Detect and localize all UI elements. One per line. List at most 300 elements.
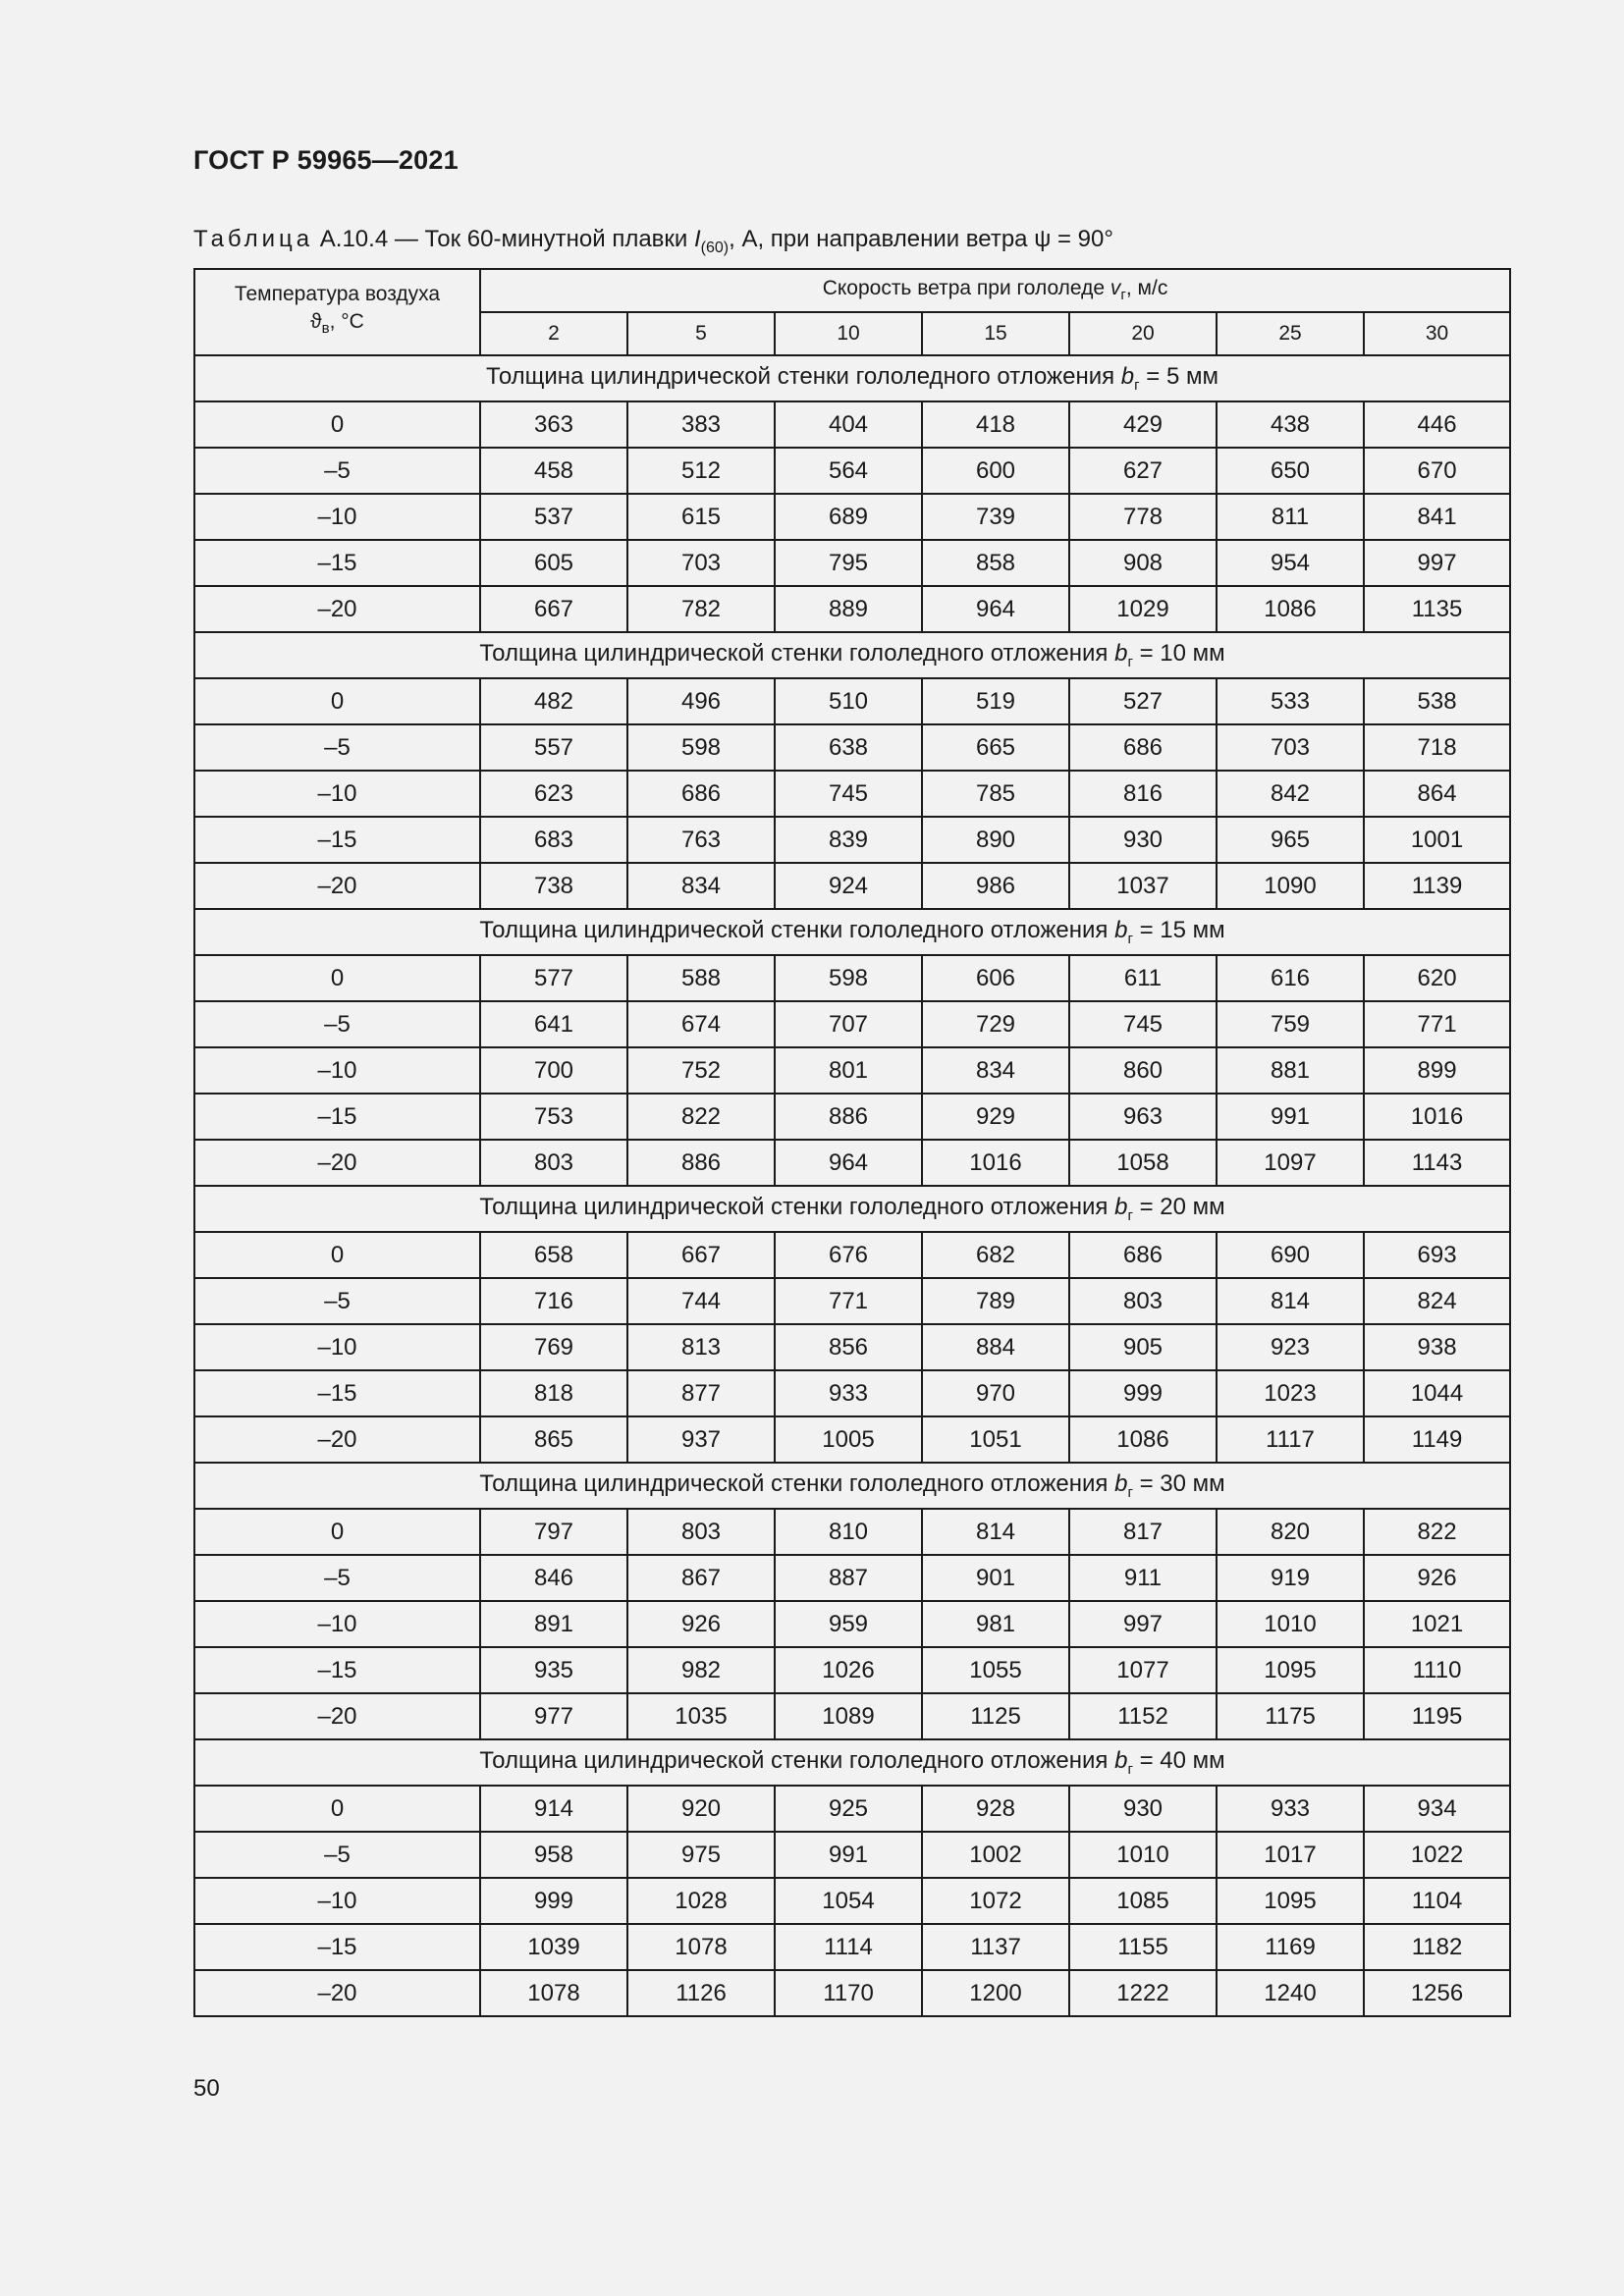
current-value-cell: 771	[1364, 1001, 1510, 1047]
current-value-cell: 908	[1069, 540, 1217, 586]
current-value-cell: 846	[480, 1555, 627, 1601]
temperature-cell: –15	[194, 1370, 480, 1416]
current-value-cell: 970	[922, 1370, 1069, 1416]
temperature-cell: –10	[194, 494, 480, 540]
current-value-cell: 1089	[775, 1693, 922, 1739]
current-value-cell: 803	[1069, 1278, 1217, 1324]
current-table	[193, 268, 1511, 2017]
current-value-cell: 605	[480, 540, 627, 586]
current-value-cell: 1137	[922, 1924, 1069, 1970]
current-value-cell: 1240	[1217, 1970, 1364, 2016]
current-value-cell: 429	[1069, 401, 1217, 448]
section-title-prefix: Толщина цилиндрической стенки гололедного отложения	[479, 640, 1115, 667]
current-value-cell: 538	[1364, 678, 1510, 724]
section-row	[194, 1739, 1510, 1786]
section-title	[194, 1186, 1510, 1232]
current-value-cell: 1072	[922, 1878, 1069, 1924]
current-value-cell: 930	[1069, 1786, 1217, 1832]
current-value-cell: 1256	[1364, 1970, 1510, 2016]
current-value-cell: 1005	[775, 1416, 922, 1463]
table-row	[194, 540, 1510, 586]
current-value-cell: 527	[1069, 678, 1217, 724]
current-value-cell: 817	[1069, 1509, 1217, 1555]
table-row	[194, 1232, 1510, 1278]
table-row	[194, 448, 1510, 494]
caption-symbol: I	[694, 226, 701, 252]
current-value-cell: 537	[480, 494, 627, 540]
section-title-prefix: Толщина цилиндрической стенки гололедного отложения	[479, 917, 1115, 944]
current-value-cell: 933	[1217, 1786, 1364, 1832]
current-value-cell: 981	[922, 1601, 1069, 1647]
current-value-cell: 1017	[1217, 1832, 1364, 1878]
section-title-suffix: = 40 мм	[1132, 1747, 1225, 1775]
current-value-cell: 738	[480, 863, 627, 909]
current-value-cell: 797	[480, 1509, 627, 1555]
current-value-cell: 991	[775, 1832, 922, 1878]
current-value-cell: 667	[480, 586, 627, 632]
current-value-cell: 496	[627, 678, 775, 724]
table-row	[194, 1601, 1510, 1647]
current-value-cell: 577	[480, 955, 627, 1001]
current-value-cell: 729	[922, 1001, 1069, 1047]
table-row	[194, 494, 1510, 540]
current-value-cell: 1175	[1217, 1693, 1364, 1739]
current-value-cell: 611	[1069, 955, 1217, 1001]
current-value-cell: 1026	[775, 1647, 922, 1693]
wind-speed-subscript: г	[1120, 287, 1126, 304]
speed-header-cell: 25	[1217, 312, 1364, 355]
current-value-cell: 753	[480, 1094, 627, 1140]
table-body	[194, 355, 1510, 2016]
section-subscript: г	[1127, 1483, 1133, 1501]
temperature-cell: –5	[194, 724, 480, 771]
section-symbol: b	[1114, 640, 1128, 667]
current-value-cell: 965	[1217, 817, 1364, 863]
current-value-cell: 1097	[1217, 1140, 1364, 1186]
current-value-cell: 842	[1217, 771, 1364, 817]
current-value-cell: 1044	[1364, 1370, 1510, 1416]
current-value-cell: 905	[1069, 1324, 1217, 1370]
temperature-cell: 0	[194, 1786, 480, 1832]
current-value-cell: 418	[922, 401, 1069, 448]
section-symbol: b	[1120, 363, 1135, 391]
current-value-cell: 811	[1217, 494, 1364, 540]
current-value-cell: 822	[1364, 1509, 1510, 1555]
section-subscript: г	[1127, 1206, 1133, 1224]
current-value-cell: 930	[1069, 817, 1217, 863]
section-row	[194, 1186, 1510, 1232]
current-value-cell: 887	[775, 1555, 922, 1601]
current-value-cell: 1010	[1217, 1601, 1364, 1647]
section-symbol: b	[1114, 1194, 1128, 1221]
current-value-cell: 891	[480, 1601, 627, 1647]
temperature-cell: –5	[194, 1001, 480, 1047]
temperature-symbol: ϑ	[310, 310, 322, 334]
table-row	[194, 1924, 1510, 1970]
current-value-cell: 615	[627, 494, 775, 540]
table-row	[194, 1370, 1510, 1416]
current-value-cell: 1016	[922, 1140, 1069, 1186]
current-value-cell: 641	[480, 1001, 627, 1047]
current-value-cell: 958	[480, 1832, 627, 1878]
temperature-cell: –10	[194, 1878, 480, 1924]
current-value-cell: 1037	[1069, 863, 1217, 909]
current-value-cell: 771	[775, 1278, 922, 1324]
current-value-cell: 404	[775, 401, 922, 448]
table-row	[194, 1693, 1510, 1739]
current-value-cell: 818	[480, 1370, 627, 1416]
current-value-cell: 824	[1364, 1278, 1510, 1324]
current-value-cell: 703	[627, 540, 775, 586]
current-value-cell: 519	[922, 678, 1069, 724]
current-value-cell: 865	[480, 1416, 627, 1463]
current-value-cell: 977	[480, 1693, 627, 1739]
current-value-cell: 1143	[1364, 1140, 1510, 1186]
table-row	[194, 1416, 1510, 1463]
current-value-cell: 964	[922, 586, 1069, 632]
current-value-cell: 616	[1217, 955, 1364, 1001]
current-value-cell: 623	[480, 771, 627, 817]
current-value-cell: 834	[627, 863, 775, 909]
table-row	[194, 955, 1510, 1001]
table-row	[194, 1832, 1510, 1878]
current-value-cell: 924	[775, 863, 922, 909]
document-code: ГОСТ Р 59965—2021	[193, 145, 459, 175]
current-value-cell: 689	[775, 494, 922, 540]
current-value-cell: 512	[627, 448, 775, 494]
current-value-cell: 999	[1069, 1370, 1217, 1416]
current-value-cell: 864	[1364, 771, 1510, 817]
current-value-cell: 884	[922, 1324, 1069, 1370]
table-row	[194, 1878, 1510, 1924]
temperature-cell: 0	[194, 1232, 480, 1278]
current-value-cell: 1222	[1069, 1970, 1217, 2016]
section-title-prefix: Толщина цилиндрической стенки гололедного отложения	[479, 1194, 1115, 1221]
current-value-cell: 1035	[627, 1693, 775, 1739]
current-value-cell: 1001	[1364, 817, 1510, 863]
current-value-cell: 638	[775, 724, 922, 771]
temperature-cell: –10	[194, 771, 480, 817]
section-title	[194, 909, 1510, 955]
current-value-cell: 665	[922, 724, 1069, 771]
current-value-cell: 700	[480, 1047, 627, 1094]
temperature-cell: –20	[194, 1693, 480, 1739]
current-value-cell: 997	[1069, 1601, 1217, 1647]
table-row	[194, 401, 1510, 448]
current-value-cell: 1039	[480, 1924, 627, 1970]
current-value-cell: 1117	[1217, 1416, 1364, 1463]
section-title	[194, 1739, 1510, 1786]
section-title-suffix: = 15 мм	[1132, 917, 1225, 944]
current-value-cell: 510	[775, 678, 922, 724]
current-value-cell: 438	[1217, 401, 1364, 448]
current-value-cell: 716	[480, 1278, 627, 1324]
current-value-cell: 600	[922, 448, 1069, 494]
current-value-cell: 890	[922, 817, 1069, 863]
current-value-cell: 867	[627, 1555, 775, 1601]
current-value-cell: 822	[627, 1094, 775, 1140]
current-value-cell: 557	[480, 724, 627, 771]
current-value-cell: 901	[922, 1555, 1069, 1601]
table-row	[194, 771, 1510, 817]
current-value-cell: 919	[1217, 1555, 1364, 1601]
current-value-cell: 926	[627, 1601, 775, 1647]
current-value-cell: 693	[1364, 1232, 1510, 1278]
current-value-cell: 914	[480, 1786, 627, 1832]
section-title-prefix: Толщина цилиндрической стенки гололедного отложения	[486, 363, 1121, 391]
current-value-cell: 886	[627, 1140, 775, 1186]
current-value-cell: 1086	[1069, 1416, 1217, 1463]
table-row	[194, 1647, 1510, 1693]
current-value-cell: 752	[627, 1047, 775, 1094]
speed-header-cell: 2	[480, 312, 627, 355]
section-symbol: b	[1114, 1470, 1128, 1498]
current-value-cell: 963	[1069, 1094, 1217, 1140]
current-value-cell: 1021	[1364, 1601, 1510, 1647]
current-value-cell: 814	[1217, 1278, 1364, 1324]
temperature-cell: –20	[194, 1140, 480, 1186]
section-title	[194, 632, 1510, 678]
table-row	[194, 586, 1510, 632]
caption-subscript: (60)	[700, 239, 730, 256]
wind-speed-symbol: v	[1110, 277, 1121, 300]
current-value-cell: 1023	[1217, 1370, 1364, 1416]
current-value-cell: 954	[1217, 540, 1364, 586]
current-value-cell: 686	[627, 771, 775, 817]
section-subscript: г	[1127, 930, 1133, 947]
current-value-cell: 703	[1217, 724, 1364, 771]
temperature-subscript: в	[321, 320, 330, 338]
temperature-cell: –5	[194, 1278, 480, 1324]
current-value-cell: 482	[480, 678, 627, 724]
current-value-cell: 690	[1217, 1232, 1364, 1278]
current-value-cell: 1085	[1069, 1878, 1217, 1924]
current-value-cell: 839	[775, 817, 922, 863]
temperature-header	[194, 269, 480, 355]
current-value-cell: 1058	[1069, 1140, 1217, 1186]
current-value-cell: 658	[480, 1232, 627, 1278]
wind-speed-header	[480, 269, 1510, 312]
current-value-cell: 745	[1069, 1001, 1217, 1047]
section-symbol: b	[1114, 1747, 1128, 1775]
current-value-cell: 982	[627, 1647, 775, 1693]
current-value-cell: 763	[627, 817, 775, 863]
current-value-cell: 683	[480, 817, 627, 863]
current-value-cell: 899	[1364, 1047, 1510, 1094]
current-value-cell: 1195	[1364, 1693, 1510, 1739]
temperature-cell: –20	[194, 1416, 480, 1463]
current-value-cell: 841	[1364, 494, 1510, 540]
speed-header-cell: 5	[627, 312, 775, 355]
table-row	[194, 678, 1510, 724]
current-value-cell: 676	[775, 1232, 922, 1278]
current-value-cell: 670	[1364, 448, 1510, 494]
current-value-cell: 598	[627, 724, 775, 771]
caption-text-1: А.10.4 — Ток 60-минутной плавки	[319, 226, 688, 252]
current-value-cell: 860	[1069, 1047, 1217, 1094]
current-value-cell: 999	[480, 1878, 627, 1924]
temperature-unit: , °С	[329, 310, 364, 334]
temperature-cell: –15	[194, 1094, 480, 1140]
current-value-cell: 1022	[1364, 1832, 1510, 1878]
current-value-cell: 769	[480, 1324, 627, 1370]
section-symbol: b	[1114, 917, 1128, 944]
current-value-cell: 458	[480, 448, 627, 494]
temperature-cell: –5	[194, 1832, 480, 1878]
section-title-suffix: = 30 мм	[1132, 1470, 1225, 1498]
current-value-cell: 782	[627, 586, 775, 632]
current-value-cell: 1200	[922, 1970, 1069, 2016]
temperature-cell: –20	[194, 863, 480, 909]
section-title-prefix: Толщина цилиндрической стенки гололедного отложения	[479, 1470, 1115, 1498]
section-title-suffix: = 10 мм	[1132, 640, 1225, 667]
temperature-cell: –15	[194, 817, 480, 863]
wind-speed-header-post: , м/с	[1125, 277, 1168, 300]
current-value-cell: 964	[775, 1140, 922, 1186]
speed-header-cell: 20	[1069, 312, 1217, 355]
table-row	[194, 1047, 1510, 1094]
current-value-cell: 929	[922, 1094, 1069, 1140]
current-value-cell: 886	[775, 1094, 922, 1140]
current-value-cell: 795	[775, 540, 922, 586]
temperature-cell: –20	[194, 586, 480, 632]
current-value-cell: 588	[627, 955, 775, 1001]
current-value-cell: 1110	[1364, 1647, 1510, 1693]
section-subscript: г	[1134, 376, 1140, 394]
temperature-cell: –15	[194, 1647, 480, 1693]
caption-table-word: Таблица	[193, 226, 314, 252]
wind-speed-header-pre: Скорость ветра при гололеде	[822, 277, 1110, 300]
current-value-cell: 877	[627, 1370, 775, 1416]
current-value-cell: 533	[1217, 678, 1364, 724]
current-value-cell: 789	[922, 1278, 1069, 1324]
table-row	[194, 1509, 1510, 1555]
current-value-cell: 1078	[480, 1970, 627, 2016]
current-value-cell: 785	[922, 771, 1069, 817]
current-value-cell: 975	[627, 1832, 775, 1878]
current-value-cell: 1028	[627, 1878, 775, 1924]
speed-header-cell: 10	[775, 312, 922, 355]
current-value-cell: 935	[480, 1647, 627, 1693]
temperature-cell: 0	[194, 678, 480, 724]
current-value-cell: 1090	[1217, 863, 1364, 909]
current-value-cell: 813	[627, 1324, 775, 1370]
current-value-cell: 801	[775, 1047, 922, 1094]
current-value-cell: 778	[1069, 494, 1217, 540]
section-title-prefix: Толщина цилиндрической стенки гололедного отложения	[479, 1747, 1115, 1775]
caption-text-2: , А, при направлении ветра ψ = 90°	[729, 226, 1113, 252]
current-value-cell: 1149	[1364, 1416, 1510, 1463]
current-value-cell: 1086	[1217, 586, 1364, 632]
table-row	[194, 1094, 1510, 1140]
table-row	[194, 817, 1510, 863]
current-value-cell: 923	[1217, 1324, 1364, 1370]
current-value-cell: 1170	[775, 1970, 922, 2016]
current-value-cell: 1095	[1217, 1878, 1364, 1924]
current-value-cell: 718	[1364, 724, 1510, 771]
table-row	[194, 1786, 1510, 1832]
temperature-cell: –15	[194, 1924, 480, 1970]
current-value-cell: 1002	[922, 1832, 1069, 1878]
current-value-cell: 991	[1217, 1094, 1364, 1140]
current-value-cell: 1077	[1069, 1647, 1217, 1693]
current-value-cell: 1055	[922, 1647, 1069, 1693]
current-value-cell: 858	[922, 540, 1069, 586]
current-value-cell: 363	[480, 401, 627, 448]
current-value-cell: 1104	[1364, 1878, 1510, 1924]
section-row	[194, 632, 1510, 678]
current-value-cell: 881	[1217, 1047, 1364, 1094]
current-value-cell: 1010	[1069, 1832, 1217, 1878]
current-value-cell: 926	[1364, 1555, 1510, 1601]
current-value-cell: 744	[627, 1278, 775, 1324]
current-value-cell: 938	[1364, 1324, 1510, 1370]
page-number: 50	[193, 2075, 220, 2102]
current-value-cell: 928	[922, 1786, 1069, 1832]
current-value-cell: 1125	[922, 1693, 1069, 1739]
current-value-cell: 814	[922, 1509, 1069, 1555]
temperature-header-line1: Температура воздуха	[234, 283, 441, 306]
table-row	[194, 1001, 1510, 1047]
current-value-cell: 997	[1364, 540, 1510, 586]
current-value-cell: 620	[1364, 955, 1510, 1001]
section-title	[194, 355, 1510, 401]
current-value-cell: 934	[1364, 1786, 1510, 1832]
current-value-cell: 1152	[1069, 1693, 1217, 1739]
current-value-cell: 1182	[1364, 1924, 1510, 1970]
table-row	[194, 1324, 1510, 1370]
section-subscript: г	[1127, 653, 1133, 670]
table-row	[194, 1278, 1510, 1324]
current-value-cell: 1135	[1364, 586, 1510, 632]
current-value-cell: 745	[775, 771, 922, 817]
current-value-cell: 889	[775, 586, 922, 632]
current-value-cell: 759	[1217, 1001, 1364, 1047]
current-value-cell: 933	[775, 1370, 922, 1416]
header-row-1	[194, 269, 1510, 312]
current-value-cell: 674	[627, 1001, 775, 1047]
current-value-cell: 1169	[1217, 1924, 1364, 1970]
temperature-cell: –10	[194, 1601, 480, 1647]
current-value-cell: 911	[1069, 1555, 1217, 1601]
table-header	[194, 269, 1510, 355]
current-value-cell: 686	[1069, 1232, 1217, 1278]
table-row	[194, 1970, 1510, 2016]
current-value-cell: 1126	[627, 1970, 775, 2016]
section-title	[194, 1463, 1510, 1509]
current-value-cell: 834	[922, 1047, 1069, 1094]
current-value-cell: 1095	[1217, 1647, 1364, 1693]
section-title-suffix: = 20 мм	[1132, 1194, 1225, 1221]
current-value-cell: 446	[1364, 401, 1510, 448]
current-value-cell: 627	[1069, 448, 1217, 494]
current-value-cell: 598	[775, 955, 922, 1001]
temperature-cell: –10	[194, 1324, 480, 1370]
current-value-cell: 920	[627, 1786, 775, 1832]
speed-header-cell: 15	[922, 312, 1069, 355]
current-value-cell: 803	[627, 1509, 775, 1555]
current-value-cell: 1078	[627, 1924, 775, 1970]
current-value-cell: 959	[775, 1601, 922, 1647]
temperature-cell: 0	[194, 955, 480, 1001]
current-value-cell: 937	[627, 1416, 775, 1463]
current-value-cell: 816	[1069, 771, 1217, 817]
current-value-cell: 564	[775, 448, 922, 494]
current-value-cell: 820	[1217, 1509, 1364, 1555]
temperature-cell: –10	[194, 1047, 480, 1094]
table-caption	[193, 226, 1113, 257]
current-value-cell: 856	[775, 1324, 922, 1370]
